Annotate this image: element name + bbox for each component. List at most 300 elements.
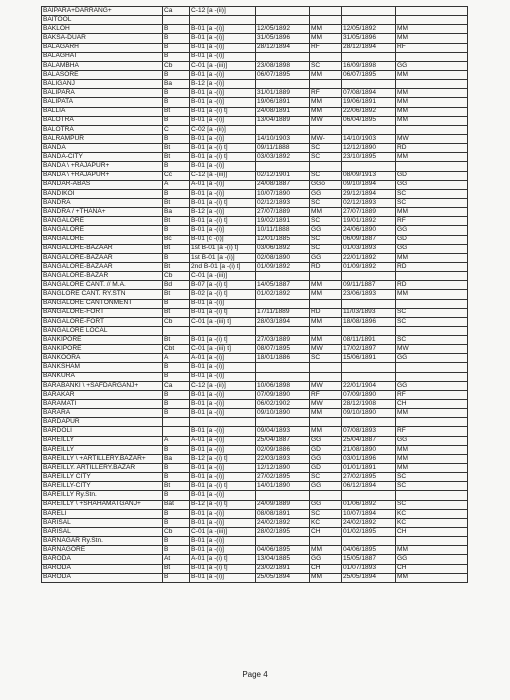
date-2-cell: 15/06/1891 bbox=[342, 354, 396, 363]
status-1-cell bbox=[310, 326, 342, 335]
status-2-cell: KC bbox=[396, 509, 468, 518]
station-cell: BANKIPORE bbox=[42, 345, 163, 354]
date-1-cell: 03/06/1892 bbox=[256, 244, 310, 253]
table-row bbox=[42, 345, 468, 354]
class-cell: A bbox=[163, 180, 190, 189]
status-1-cell bbox=[310, 372, 342, 381]
date-2-cell: 25/05/1894 bbox=[342, 573, 396, 582]
class-cell: Ba bbox=[163, 80, 190, 89]
station-cell: BANDA-CITY bbox=[42, 153, 163, 162]
code-cell: C-12 [a -(ii)] bbox=[190, 381, 256, 390]
class-cell: B bbox=[163, 573, 190, 582]
date-1-cell: 28/02/1895 bbox=[256, 528, 310, 537]
table-row bbox=[42, 564, 468, 573]
class-cell bbox=[163, 326, 190, 335]
station-cell: BAREILLY bbox=[42, 445, 163, 454]
station-cell: BANDAR-ABAS bbox=[42, 180, 163, 189]
code-cell bbox=[190, 16, 256, 25]
class-cell: B bbox=[163, 189, 190, 198]
table-row bbox=[42, 189, 468, 198]
code-cell: B-01 [a -(i) t] bbox=[190, 107, 256, 116]
date-2-cell bbox=[342, 16, 396, 25]
station-cell: BANKIPORE bbox=[42, 336, 163, 345]
status-2-cell: MM bbox=[396, 445, 468, 454]
date-1-cell: 24/08/1887 bbox=[256, 180, 310, 189]
class-cell: A bbox=[163, 354, 190, 363]
status-2-cell: GD bbox=[396, 235, 468, 244]
status-1-cell: GG bbox=[310, 436, 342, 445]
date-2-cell: 01/03/1893 bbox=[342, 244, 396, 253]
status-1-cell bbox=[310, 52, 342, 61]
date-1-cell: 04/06/1895 bbox=[256, 546, 310, 555]
date-1-cell bbox=[256, 363, 310, 372]
code-cell: B-02 [a -(i) t] bbox=[190, 290, 256, 299]
date-1-cell: 28/03/1894 bbox=[256, 317, 310, 326]
status-1-cell bbox=[310, 299, 342, 308]
status-2-cell: MM bbox=[396, 464, 468, 473]
date-2-cell: 27/02/1895 bbox=[342, 473, 396, 482]
date-2-cell: 08/09/1913 bbox=[342, 171, 396, 180]
status-2-cell bbox=[396, 418, 468, 427]
table-row bbox=[42, 226, 468, 235]
class-cell: Bt bbox=[163, 153, 190, 162]
status-1-cell: MM bbox=[310, 208, 342, 217]
code-cell bbox=[190, 418, 256, 427]
date-2-cell: 07/08/1894 bbox=[342, 89, 396, 98]
status-1-cell: SC bbox=[310, 153, 342, 162]
class-cell: C bbox=[163, 125, 190, 134]
status-1-cell bbox=[310, 162, 342, 171]
status-1-cell: SC bbox=[310, 217, 342, 226]
class-cell: Bt bbox=[163, 217, 190, 226]
class-cell: B bbox=[163, 253, 190, 262]
code-cell: B-07 [a -(i) t] bbox=[190, 281, 256, 290]
class-cell: Cb bbox=[163, 317, 190, 326]
status-2-cell bbox=[396, 125, 468, 134]
table-row bbox=[42, 98, 468, 107]
station-cell: BANGALORE-FORT bbox=[42, 308, 163, 317]
table-row bbox=[42, 464, 468, 473]
status-1-cell: MM bbox=[310, 70, 342, 79]
status-1-cell: MM bbox=[310, 281, 342, 290]
status-1-cell bbox=[310, 16, 342, 25]
table-row bbox=[42, 144, 468, 153]
date-1-cell: 24/02/1892 bbox=[256, 518, 310, 527]
station-table-body bbox=[42, 7, 468, 583]
table-row bbox=[42, 573, 468, 582]
status-1-cell: MW- bbox=[310, 134, 342, 143]
date-2-cell: 19/06/1891 bbox=[342, 98, 396, 107]
class-cell bbox=[163, 418, 190, 427]
station-cell: BANGALORE bbox=[42, 217, 163, 226]
date-1-cell: 14/10/1903 bbox=[256, 134, 310, 143]
code-cell: B-01 [a -(i)] bbox=[190, 189, 256, 198]
code-cell: B-01 [a -(i) t] bbox=[190, 564, 256, 573]
status-2-cell bbox=[396, 363, 468, 372]
code-cell: B-01 [a -(i)] bbox=[190, 546, 256, 555]
table-row bbox=[42, 299, 468, 308]
status-1-cell: RD bbox=[310, 262, 342, 271]
status-2-cell: CH bbox=[396, 564, 468, 573]
status-2-cell: MM bbox=[396, 25, 468, 34]
date-2-cell: 31/05/1896 bbox=[342, 34, 396, 43]
status-2-cell: SC bbox=[396, 500, 468, 509]
table-row bbox=[42, 555, 468, 564]
station-cell: BAREILLY CITY bbox=[42, 473, 163, 482]
class-cell: Bt bbox=[163, 107, 190, 116]
status-1-cell: MM bbox=[310, 336, 342, 345]
code-cell: B-01 [a -(i)] bbox=[190, 116, 256, 125]
station-cell: BANGALORE-BAZAAR bbox=[42, 262, 163, 271]
code-cell: A-01 [a -(i)] bbox=[190, 180, 256, 189]
date-2-cell: 06/04/1895 bbox=[342, 116, 396, 125]
code-cell: B-01 [a -(i)] bbox=[190, 70, 256, 79]
date-1-cell bbox=[256, 491, 310, 500]
table-row bbox=[42, 134, 468, 143]
table-row bbox=[42, 427, 468, 436]
date-1-cell: 22/03/1893 bbox=[256, 454, 310, 463]
station-cell: BAREILLY bbox=[42, 436, 163, 445]
code-cell: B-01 [a -(i)] bbox=[190, 518, 256, 527]
table-row bbox=[42, 16, 468, 25]
code-cell: B-01 [a -(i) t] bbox=[190, 217, 256, 226]
date-1-cell: 19/06/1891 bbox=[256, 98, 310, 107]
station-cell: BAREILLY. ARTILLERY.BAZAR bbox=[42, 464, 163, 473]
table-row bbox=[42, 509, 468, 518]
date-2-cell: 28/12/1908 bbox=[342, 400, 396, 409]
station-cell: BAIPARA+DARRANG+ bbox=[42, 7, 163, 16]
status-2-cell: CH bbox=[396, 528, 468, 537]
code-cell: B-01 [a -(i)] bbox=[190, 427, 256, 436]
station-cell: BAREILLY-CITY bbox=[42, 482, 163, 491]
code-cell: B-01 [a -(i)] bbox=[190, 464, 256, 473]
status-1-cell: GG bbox=[310, 189, 342, 198]
date-2-cell: 25/04/1887 bbox=[342, 436, 396, 445]
date-2-cell: 22/01/1904 bbox=[342, 381, 396, 390]
table-row bbox=[42, 326, 468, 335]
table-row bbox=[42, 390, 468, 399]
date-2-cell: 22/01/1892 bbox=[342, 253, 396, 262]
station-cell: BALAGARH bbox=[42, 43, 163, 52]
status-2-cell: SC bbox=[396, 189, 468, 198]
date-2-cell bbox=[342, 326, 396, 335]
class-cell: Cb bbox=[163, 528, 190, 537]
station-cell: BALIPARA bbox=[42, 89, 163, 98]
status-1-cell: SC bbox=[310, 235, 342, 244]
status-2-cell: SC bbox=[396, 482, 468, 491]
station-cell: BANGLORE CANT. RY.STN bbox=[42, 290, 163, 299]
station-cell: BARNAGORE bbox=[42, 546, 163, 555]
code-cell: C-01 [a -(iii) t] bbox=[190, 317, 256, 326]
date-2-cell: 06/12/1894 bbox=[342, 482, 396, 491]
date-1-cell bbox=[256, 16, 310, 25]
status-2-cell: GG bbox=[396, 555, 468, 564]
status-2-cell bbox=[396, 537, 468, 546]
table-row bbox=[42, 400, 468, 409]
station-cell: BANDRA bbox=[42, 198, 163, 207]
code-cell: B-01 [a -(i)] bbox=[190, 400, 256, 409]
station-cell: BANGALORE LOCAL bbox=[42, 326, 163, 335]
status-1-cell: MM bbox=[310, 34, 342, 43]
code-cell bbox=[190, 326, 256, 335]
station-cell: BANGALORE bbox=[42, 226, 163, 235]
table-row bbox=[42, 208, 468, 217]
station-cell: BALIGANJ bbox=[42, 80, 163, 89]
table-row bbox=[42, 253, 468, 262]
date-1-cell: 25/04/1887 bbox=[256, 436, 310, 445]
status-1-cell: GGo bbox=[310, 180, 342, 189]
code-cell: B-01 [a -(i)] bbox=[190, 162, 256, 171]
station-cell: BARODA bbox=[42, 555, 163, 564]
status-2-cell: RF bbox=[396, 390, 468, 399]
class-cell: A bbox=[163, 436, 190, 445]
date-2-cell bbox=[342, 491, 396, 500]
date-1-cell: 17/11/1889 bbox=[256, 308, 310, 317]
class-cell: B bbox=[163, 134, 190, 143]
date-2-cell: 01/06/1892 bbox=[342, 500, 396, 509]
page-number: Page 4 bbox=[242, 670, 268, 679]
date-1-cell: 01/09/1892 bbox=[256, 262, 310, 271]
class-cell: B bbox=[163, 491, 190, 500]
station-table bbox=[41, 6, 468, 583]
status-1-cell bbox=[310, 418, 342, 427]
code-cell: C-12 [a -(iii)] bbox=[190, 171, 256, 180]
date-2-cell bbox=[342, 7, 396, 16]
status-2-cell: GD bbox=[396, 171, 468, 180]
date-2-cell: 10/07/1894 bbox=[342, 509, 396, 518]
status-1-cell: MM bbox=[310, 290, 342, 299]
station-cell: BARODA bbox=[42, 564, 163, 573]
date-1-cell: 14/01/1890 bbox=[256, 482, 310, 491]
table-row bbox=[42, 153, 468, 162]
class-cell: B bbox=[163, 372, 190, 381]
table-row bbox=[42, 80, 468, 89]
date-1-cell: 02/12/1901 bbox=[256, 171, 310, 180]
status-2-cell: SC bbox=[396, 198, 468, 207]
date-1-cell: 13/04/1885 bbox=[256, 555, 310, 564]
date-2-cell: 16/09/1898 bbox=[342, 61, 396, 70]
station-cell: BAREILLY \ +SHAHAMATGANJ+ bbox=[42, 500, 163, 509]
table-row bbox=[42, 482, 468, 491]
date-2-cell bbox=[342, 372, 396, 381]
status-2-cell: MW bbox=[396, 345, 468, 354]
date-2-cell: 07/09/1890 bbox=[342, 390, 396, 399]
date-2-cell bbox=[342, 537, 396, 546]
status-2-cell: MM bbox=[396, 70, 468, 79]
date-1-cell: 24/09/1889 bbox=[256, 500, 310, 509]
date-2-cell: 03/01/1896 bbox=[342, 454, 396, 463]
table-row bbox=[42, 381, 468, 390]
status-2-cell: MM bbox=[396, 107, 468, 116]
date-1-cell bbox=[256, 52, 310, 61]
class-cell: Ca bbox=[163, 7, 190, 16]
station-cell: BAITOOL bbox=[42, 16, 163, 25]
status-2-cell: GG bbox=[396, 354, 468, 363]
table-row bbox=[42, 454, 468, 463]
status-1-cell: GG bbox=[310, 555, 342, 564]
date-1-cell bbox=[256, 326, 310, 335]
status-1-cell bbox=[310, 7, 342, 16]
date-1-cell: 12/05/1892 bbox=[256, 25, 310, 34]
date-2-cell: 02/12/1893 bbox=[342, 198, 396, 207]
status-2-cell: RF bbox=[396, 43, 468, 52]
code-cell: B-01 [a -(i)] bbox=[190, 299, 256, 308]
class-cell: B bbox=[163, 363, 190, 372]
station-cell: BARDAPUR bbox=[42, 418, 163, 427]
code-cell: 2nd B-01 [a -(i) t] bbox=[190, 262, 256, 271]
status-2-cell: SC bbox=[396, 317, 468, 326]
station-cell: BALOTRA bbox=[42, 116, 163, 125]
class-cell: Bt bbox=[163, 262, 190, 271]
date-1-cell: 02/09/1886 bbox=[256, 445, 310, 454]
station-cell: BANGALORE-BAZAAR bbox=[42, 244, 163, 253]
status-1-cell: SC bbox=[310, 509, 342, 518]
date-2-cell bbox=[342, 299, 396, 308]
table-row bbox=[42, 418, 468, 427]
table-row bbox=[42, 272, 468, 281]
table-row bbox=[42, 244, 468, 253]
class-cell: B bbox=[163, 546, 190, 555]
date-1-cell: 13/04/1889 bbox=[256, 116, 310, 125]
date-1-cell bbox=[256, 7, 310, 16]
class-cell: B bbox=[163, 25, 190, 34]
class-cell bbox=[163, 427, 190, 436]
status-2-cell: MM bbox=[396, 546, 468, 555]
table-row bbox=[42, 198, 468, 207]
date-2-cell bbox=[342, 418, 396, 427]
status-1-cell: SC bbox=[310, 144, 342, 153]
station-cell: BANGALORE CANTONMENT bbox=[42, 299, 163, 308]
date-1-cell: 19/02/1891 bbox=[256, 217, 310, 226]
code-cell: A-01 [a -(i)] bbox=[190, 436, 256, 445]
class-cell: Bd bbox=[163, 281, 190, 290]
code-cell: B-01 [a -(i) t] bbox=[190, 308, 256, 317]
status-1-cell: GG bbox=[310, 500, 342, 509]
status-2-cell: GG bbox=[396, 180, 468, 189]
station-cell: BANDA \ +RAJAPUR+ bbox=[42, 171, 163, 180]
status-2-cell: SC bbox=[396, 336, 468, 345]
table-row bbox=[42, 528, 468, 537]
class-cell: At bbox=[163, 555, 190, 564]
class-cell: B bbox=[163, 473, 190, 482]
station-cell: BARDOLI bbox=[42, 427, 163, 436]
status-2-cell: RF bbox=[396, 217, 468, 226]
date-1-cell: 07/09/1890 bbox=[256, 390, 310, 399]
code-cell: B-12 [a -(i) t] bbox=[190, 500, 256, 509]
date-2-cell: 17/02/1897 bbox=[342, 345, 396, 354]
code-cell: B-01 [a -(i)] bbox=[190, 509, 256, 518]
station-cell: BAREILLY Ry.Stn. bbox=[42, 491, 163, 500]
status-2-cell: MM bbox=[396, 409, 468, 418]
station-cell: BALRAMPUR bbox=[42, 134, 163, 143]
class-cell: Bt bbox=[163, 564, 190, 573]
date-2-cell: 24/02/1892 bbox=[342, 518, 396, 527]
class-cell: B bbox=[163, 162, 190, 171]
status-1-cell: GD bbox=[310, 464, 342, 473]
status-1-cell: SC bbox=[310, 61, 342, 70]
date-2-cell bbox=[342, 125, 396, 134]
table-row bbox=[42, 61, 468, 70]
station-cell: BAKSA-DUAR bbox=[42, 34, 163, 43]
class-cell: B bbox=[163, 43, 190, 52]
status-1-cell: MW bbox=[310, 400, 342, 409]
station-cell: BANGALORE bbox=[42, 235, 163, 244]
status-1-cell: SC bbox=[310, 244, 342, 253]
status-2-cell: MM bbox=[396, 208, 468, 217]
date-2-cell bbox=[342, 272, 396, 281]
date-2-cell bbox=[342, 363, 396, 372]
class-cell: Cbt bbox=[163, 345, 190, 354]
status-2-cell bbox=[396, 299, 468, 308]
date-2-cell: 09/11/1887 bbox=[342, 281, 396, 290]
status-2-cell: SC bbox=[396, 473, 468, 482]
date-1-cell: 06/02/1902 bbox=[256, 400, 310, 409]
code-cell: B-12 [a -(i)] bbox=[190, 80, 256, 89]
class-cell: B bbox=[163, 226, 190, 235]
status-2-cell bbox=[396, 326, 468, 335]
class-cell: Bt bbox=[163, 290, 190, 299]
date-1-cell: 09/11/1888 bbox=[256, 144, 310, 153]
date-1-cell: 23/08/1898 bbox=[256, 61, 310, 70]
station-cell: BALOTRA bbox=[42, 125, 163, 134]
class-cell: Ba bbox=[163, 454, 190, 463]
table-row bbox=[42, 235, 468, 244]
class-cell: Bt bbox=[163, 198, 190, 207]
table-row bbox=[42, 281, 468, 290]
table-row bbox=[42, 107, 468, 116]
code-cell: B-01 [a -(i)] bbox=[190, 537, 256, 546]
station-cell: BARAKAR bbox=[42, 390, 163, 399]
class-cell: Bt bbox=[163, 308, 190, 317]
date-2-cell: 11/03/1893 bbox=[342, 308, 396, 317]
code-cell: B-01 [a -(i)] bbox=[190, 34, 256, 43]
table-row bbox=[42, 7, 468, 16]
date-1-cell: 28/12/1894 bbox=[256, 43, 310, 52]
date-2-cell: 01/09/1892 bbox=[342, 262, 396, 271]
date-2-cell: 09/10/1894 bbox=[342, 180, 396, 189]
code-cell: B-01 [a -(i) t] bbox=[190, 482, 256, 491]
status-1-cell: KC bbox=[310, 518, 342, 527]
date-2-cell: 07/08/1893 bbox=[342, 427, 396, 436]
code-cell: C-01 [a -(iii) t] bbox=[190, 345, 256, 354]
date-1-cell: 27/07/1889 bbox=[256, 208, 310, 217]
code-cell: 1st B-01 [a -(i) t] bbox=[190, 244, 256, 253]
date-2-cell bbox=[342, 162, 396, 171]
status-2-cell: MM bbox=[396, 253, 468, 262]
class-cell: B bbox=[163, 34, 190, 43]
station-cell: BANDA \ +RAJAPUR+ bbox=[42, 162, 163, 171]
table-row bbox=[42, 25, 468, 34]
status-1-cell: MM bbox=[310, 107, 342, 116]
status-1-cell: MM bbox=[310, 25, 342, 34]
station-cell: BANKURA bbox=[42, 372, 163, 381]
status-1-cell: RF bbox=[310, 89, 342, 98]
class-cell: B bbox=[163, 509, 190, 518]
code-cell: B-01 [a -(i)] bbox=[190, 473, 256, 482]
status-2-cell: MM bbox=[396, 290, 468, 299]
status-1-cell bbox=[310, 491, 342, 500]
station-cell: BARELI bbox=[42, 509, 163, 518]
class-cell: B bbox=[163, 537, 190, 546]
table-row bbox=[42, 409, 468, 418]
status-2-cell: CH bbox=[396, 400, 468, 409]
table-row bbox=[42, 125, 468, 134]
station-cell: BANDRA / +THANA+ bbox=[42, 208, 163, 217]
code-cell: B-01 [a -(i)] bbox=[190, 372, 256, 381]
status-2-cell: GG bbox=[396, 381, 468, 390]
date-1-cell bbox=[256, 272, 310, 281]
status-1-cell bbox=[310, 272, 342, 281]
